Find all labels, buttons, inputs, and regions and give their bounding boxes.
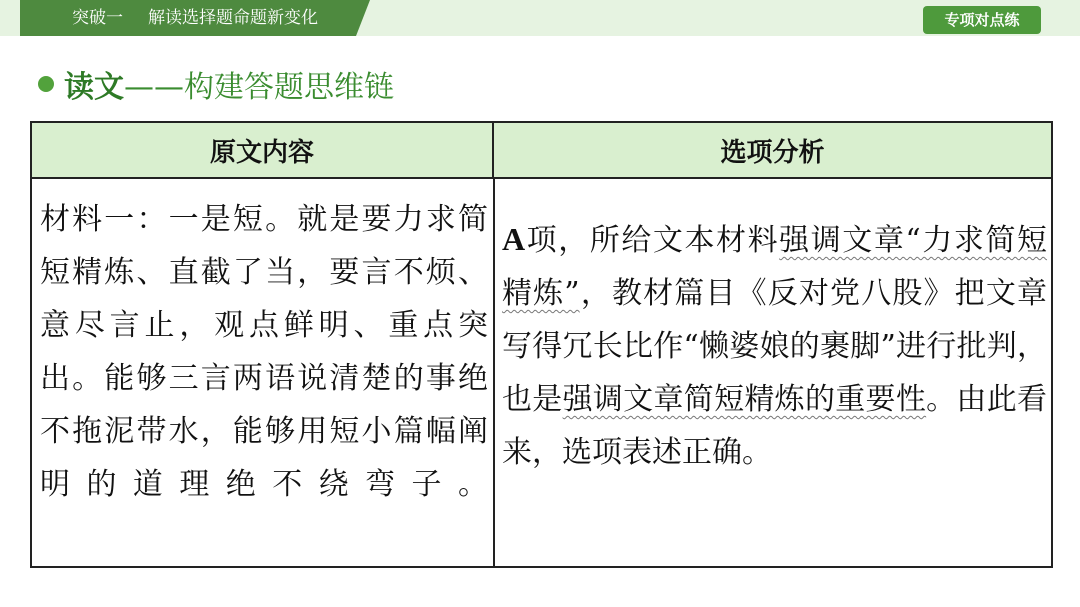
section-title: 解读选择题命题新变化 xyxy=(148,8,318,28)
column-header-original: 原文内容 xyxy=(32,123,494,179)
section-label: 突破一 xyxy=(72,8,123,28)
top-bar xyxy=(0,0,1080,36)
heading-strong: 读文 xyxy=(64,70,124,105)
analysis-text-1: 项，所给文本材料 xyxy=(525,223,780,258)
underlined-phrase-2: 强调文章简短精炼的重要性 xyxy=(562,382,927,417)
analysis-text-2: ，教材篇目《反对党八股》把文章写得冗长比作“懒婆娘的裹脚”进行批判，也是 xyxy=(502,276,1047,417)
practice-button[interactable]: 专项对点练 xyxy=(923,6,1041,34)
option-analysis-cell xyxy=(502,213,1047,479)
option-letter: A xyxy=(502,221,526,257)
underlined-phrase-1: 强调文章“力求简短精炼” xyxy=(502,223,1048,311)
page-heading xyxy=(38,64,394,104)
bullet-icon xyxy=(38,76,54,92)
analysis-table xyxy=(30,121,1053,568)
analysis-text-3: 。由此看来，选项表述正确。 xyxy=(502,382,1048,470)
heading-rest: ——构建答题思维链 xyxy=(124,70,394,105)
column-header-analysis: 选项分析 xyxy=(494,123,1051,179)
original-text-cell: 材料一：一是短。就是要力求简短精炼、直截了当，要言不烦、意尽言止，观点鲜明、重点突出。能够三言两语说清楚的事绝不拖泥带水，能够用短小篇幅阐明的道理绝不绕弯子。 xyxy=(40,202,488,502)
column-divider xyxy=(493,179,495,566)
